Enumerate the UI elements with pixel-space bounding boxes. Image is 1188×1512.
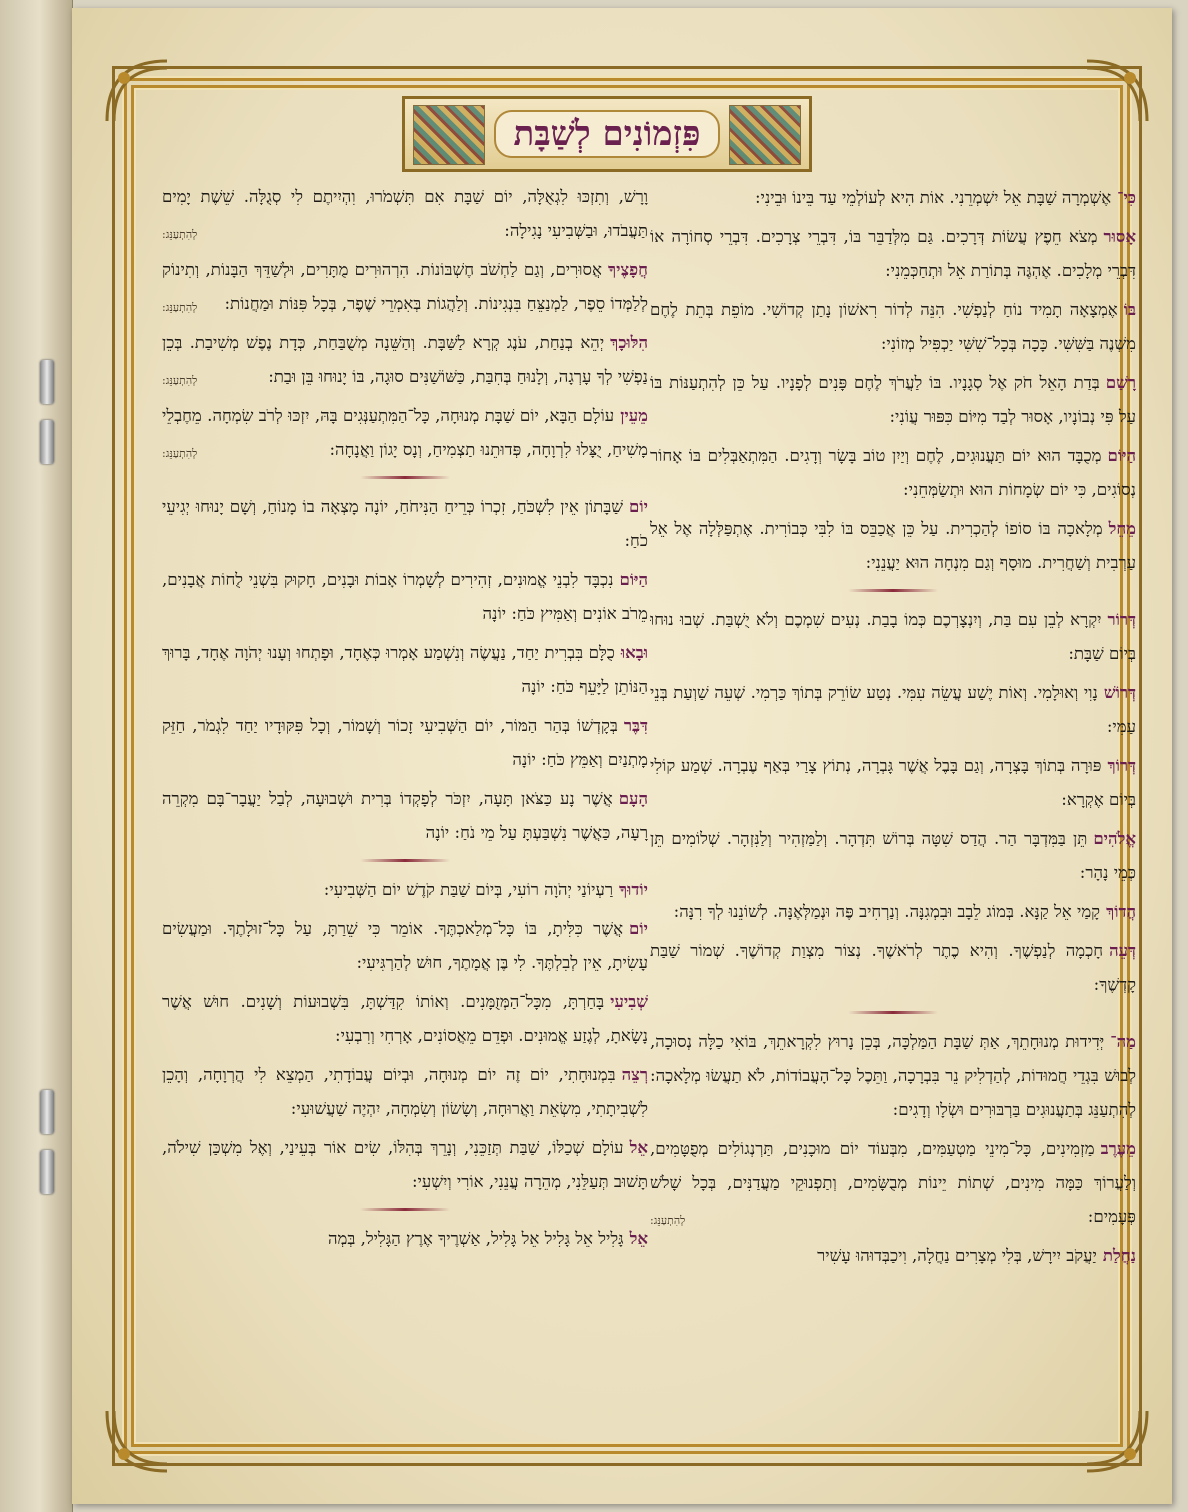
refrain-marker: לְהִתְעַנֵּג:	[162, 301, 198, 314]
stanza-text: יְהֵא בְנַחַת, עֹנֶג קְרָא לַשַּׁבָּת. וְהַשֵּׁנָה מְשֻׁבַּחַת, כְּדָת נֶפֶשׁ מְשִׁיבַת. בְּכֵן נַפְשִׁי לְךָ עָרְגָה, וְלָנוּחַ בְּחִבַּת, כַּשּׁוֹשַׁנִּים סוּגָה, בּוֹ יָנוּחוּ בֵּן וּבַת:	[162, 333, 648, 386]
stanza-lead-word: דְּרוֹר	[1107, 609, 1136, 629]
ornament-panel	[413, 105, 485, 165]
stanza-lead-word: חֲפָצֶיךָ	[607, 259, 648, 279]
stanza	[162, 872, 648, 907]
stanza-lead-word: אֵל	[629, 1137, 648, 1157]
stanza	[162, 180, 648, 248]
stanza	[650, 1238, 1136, 1273]
stanza-text: בִּמְנוּחָתִי, יוֹם זֶה יוֹם מְנוּחָה, וּבְיוֹם עֲבוֹדָתִי, הַמְצֵא לִי הֲרְוָחָה, וְהָכֵן לִשְׁבִיתָתִי, מִשְׂאֵת וַאֲרוּחָה, וְשָׂשׂוֹן וְשִׂמְחָה, יִהְיֶה שַׁעֲשׁוּעִי:	[162, 1065, 648, 1118]
refrain-marker: לְהִתְעַנֵּג:	[650, 1214, 686, 1227]
stanza-lead-word: מֵחֵל	[1108, 518, 1136, 538]
staple	[40, 420, 54, 464]
stanza-text: חָכְמָה לְנַפְשֶׁךָ. וְהִיא כֶתֶר לְרֹאשֶׁךָ. נְצוֹר מִצְוַת קְדוֹשֶׁךָ. שְׁמוֹר שַׁבַּת קָדְשֶׁךָ:	[650, 941, 1136, 994]
stanza	[162, 325, 648, 394]
stanza-lead-word: אָסוּר	[1103, 226, 1136, 246]
stanza-text: עוֹלָם הַבָּא, יוֹם שַׁבָּת מְנוּחָה, כָּל־הַמִּתְעַנְּגִים בָּהּ, יִזְכּוּ לְרֹב שִׂמְחָה. מֵחֶבְלֵי מָשִׁיחַ, יֻצָּלוּ לִרְוָחָה, פְּדוּתֵנוּ תַצְמִיחַ, וְנָס יָגוֹן וַאֲנָחָה:	[162, 406, 648, 459]
staple	[40, 1090, 54, 1134]
stanza-lead-word: דְּרוֹשׁ	[1103, 682, 1136, 702]
stanza	[650, 933, 1136, 1002]
section-divider	[162, 471, 648, 483]
stanza-lead-word: הַיּוֹם	[619, 569, 648, 589]
stanza-lead-word: הֲדוֹךְ	[1106, 901, 1136, 921]
stanza-lead-word: וּבָאוּ	[620, 642, 648, 662]
stanza-text: כֻלָּם בִּבְרִית יַחַד, נַעֲשֶׂה וְנִשְׁמַע אָמְרוּ כְּאֶחָד, וּפָתְחוּ וְעָנוּ יְהֹוָה אֶחָד, בָּרוּךְ הַנּוֹתֵן לַיָּעֵף כֹּחַ: יוֹנָה	[162, 643, 648, 696]
stanza-text: מְכֻבָּד הוּא יוֹם תַּעֲנוּגִים, לֶחֶם וְיַיִן טוֹב בָּשָׂר וְדָגִים. הַמִּתְאַבְּלִים בּוֹ אָחוֹר נְסוֹגִים, כִּי יוֹם שְׂמָחוֹת הוּא וּתְשַׂמְּחֵנִי:	[650, 446, 1136, 499]
stanza-text: אֶשְׁמְרָה שַׁבָּת אֵל יִשְׁמְרֵנִי. אוֹת הִיא לְעוֹלְמֵי עַד בֵּינוֹ וּבֵינִי:	[754, 188, 1112, 207]
refrain-marker: לְהִתְעַנֵּג:	[162, 374, 198, 387]
stanza-lead-word: דְּעֵה	[1109, 940, 1136, 960]
stanza	[162, 1057, 648, 1126]
book-binding	[0, 0, 73, 1512]
corner-ornament-icon	[1082, 56, 1152, 126]
stanza-text: וָרָשׁ, וְתִזְכּוּ לִגְאֻלָּה, יוֹם שַׁבָּת אִם תִּשְׁמֹרוּ, וִהְיִיתֶם לִי סְגֻלָּה. שֵׁשֶׁת יָמִים תַּעֲבֹדוּ, וּבַשְּׁבִיעִי נָגִילָה:	[162, 187, 648, 240]
staple	[40, 360, 54, 404]
stanza	[650, 365, 1136, 434]
stanza	[162, 635, 648, 704]
stanza-text: שַׁבָּתוֹן אֵין לִשְׁכֹּחַ, זִכְרוֹ כְּרֵיחַ הַנִּיחֹחַ, יוֹנָה מָצְאָה בוֹ מָנוֹחַ, וְשָׁם יָנוּחוּ יְגִיעֵי כֹחַ:	[162, 497, 648, 550]
stanza-lead-word: רְצֵה	[621, 1064, 648, 1084]
stanza-lead-word: דְּרוֹךְ	[1107, 755, 1136, 775]
title-plaque	[402, 96, 812, 172]
stanza-text: יְּדִידוּת מְנוּחָתֵךְ, אַתְּ שַׁבָּת הַמַּלְכָּה, בְּכֵן נָרוּץ לִקְרָאתֵךְ, בּוֹאִי כַלָּה נְסוּכָה, לְבוּשׁ בִּגְדֵי חֲמוּדוֹת, לְהַדְלִיק נֵר בִּבְרָכָה, וַתֵּכֶל כָּל־הָעֲבוֹדוֹת, לֹא תַעֲשׂוּ מְלָאכָה: לְהִתְעַנֵּג בְּתַעֲנוּגִים בַּרְבּוּרִים וּשְׂלָו וְדָגִים:	[650, 1032, 1136, 1119]
stanza-text: נִכְבָּד לִבְנֵי אֱמוּנִים, זְהִירִים לְשָׁמְרוֹ אָבוֹת וּבָנִים, חָקוּק בִּשְׁנֵי לֻחוֹת אֲבָנִים, מֵרֹב אוֹנִים וְאַמִּיץ כֹּחַ: יוֹנָה	[162, 570, 648, 623]
stanza-text: נָוִי וְאוּלָמִי. וְאוֹת יֶשַׁע עֲשֵׂה עִמִּי. נְטַע שׂוֹרֵק בְּתוֹךְ כַּרְמִי. שְׁעֵה שַׁוְעַת בְּנֵי עַמִּי:	[650, 683, 1136, 736]
booklet-page	[72, 8, 1172, 1504]
stanza-text: גָּלִיל אֵל גָּלִיל אֵל גָּלִיל, אַשְׁרֶיךָ אֶרֶץ הַגָּלִיל, בְּמְה	[327, 1229, 624, 1248]
stanza	[162, 1221, 648, 1256]
stanza-lead-word: מֵעֵין	[620, 405, 648, 425]
section-divider	[162, 854, 648, 866]
stanza-lead-word: הַיּוֹם	[1107, 445, 1136, 465]
stanza	[650, 1131, 1136, 1234]
stanza	[162, 781, 648, 850]
stanza-text: בְּקָדְשׁוֹ בְּהַר הַמּוֹר, יוֹם הַשְּׁבִיעִי זָכוֹר וְשָׁמוֹר, וְכָל פִּקּוּדָיו יַחַד לִגְמֹר, חַזֵּק מָתְנַיִם וְאַמֵּץ כֹּחַ: יוֹנָה	[162, 716, 648, 769]
stanza	[650, 292, 1136, 361]
stanza-text: אֲסוּרִים, וְגַם לַחְשֹׁב חֶשְׁבּוֹנוֹת. הִרְהוּרִים מֻתָּרִים, וּלְשַׁדֵּךְ הַבָּנוֹת, וְתִינוֹק לְלַמְּדוֹ סֵפֶר, לַמְנַצֵּחַ בִּנְגִינוֹת. וְלַהֲגוֹת בְּאִמְרֵי שֶׁפֶר, בְּכָל פִּנּוֹת וּמַחֲנוֹת:	[162, 260, 648, 313]
stanza-lead-word: כִּי־	[1117, 187, 1136, 207]
left-column	[162, 180, 648, 1450]
stanza	[162, 708, 648, 777]
stanza-text: קָמַי אֵל קַנָּא. בְּמוֹג לֵבָב וּבִמְגִנָּה. וְנַרְחִיב פֶּה וּנְמַלְּאֶנָּה. לְשׁוֹנֵנוּ לְךָ רִנָּה:	[673, 902, 1101, 921]
refrain-marker: לְהִתְעַנֵּג:	[162, 447, 198, 460]
stanza-text: רַעְיוֹנַי יְהֹוָה רוֹעִי, בְּיוֹם שַׁבַּת קֹדֶשׁ יוֹם הַשְּׁבִיעִי:	[323, 880, 614, 899]
right-column	[650, 180, 1136, 1450]
section-divider	[162, 1203, 648, 1215]
section-divider	[650, 1006, 1136, 1018]
stanza	[650, 894, 1136, 929]
stanza	[650, 511, 1136, 580]
corner-ornament-icon	[102, 56, 172, 126]
stanza-text: מְצֹא חֵפֶץ עֲשׂוֹת דְּרָכִים. גַּם מִלְּדַבֵּר בּוֹ, דִּבְרֵי צְרָכִים. דִּבְרֵי סְחוֹרָה אוֹ דִּבְרֵי מְלָכִים. אֶהְגֶּה בְּתוֹרַת אֵל וּתְחַכְּמֵנִי:	[650, 227, 1136, 280]
stanza-text: מַזְמִינִים, כָּל־מִינֵי מַטְעַמִּים, מִבְּעוֹד יוֹם מוּכָנִים, תַּרְנְגוֹלִים מְפֻטָּמִים, וְלַעֲרוֹךְ כַּמָּה מִינִים, שְׁתוֹת יֵינוֹת מְבֻשָּׂמִים, וְתַפְנוּקֵי מַעֲדַנִּים, בְּכָל שָׁלֹשׁ פְּעָמִים:	[650, 1139, 1136, 1226]
stanza-lead-word: הָעָם	[618, 788, 648, 808]
stanza-text: בְּדַת הָאֵל חֹק אֶל סְגָנָיו. בּוֹ לַעֲרֹךְ לֶחֶם פָּנִים לְפָנָיו. עַל כֵּן לְהִתְעַנּוֹת בּוֹ עַל פִּי נְבוֹנָיו, אָסוּר לְבַד מִיּוֹם כִּפּוּר עֲוֹנִי:	[650, 373, 1136, 426]
stanza-lead-word: הִלּוּכָךְ	[610, 332, 648, 352]
stanza	[162, 398, 648, 467]
stanza-text: אֲשֶׁר נָע כַּצֹּאן תָּעָה, יִזְכֹּר לְפָקְדוֹ בְּרִית וּשְׁבוּעָה, לְבַל יַעֲבָר־בָּם מִקְרֵה רָעָה, כַּאֲשֶׁר נִשְׁבַּעְתָּ עַל מֵי נֹחַ: יוֹנָה	[162, 789, 648, 842]
section-divider	[650, 584, 1136, 596]
stanza-lead-word: יוֹם	[629, 918, 648, 938]
stanza-lead-word: יוֹם	[629, 496, 648, 516]
stanza-text: יִקְרָא לְבֵן עִם בַּת, וְיִנְצָרְכֶם כְּמוֹ בָבַת. נְעִים שִׁמְכֶם וְלֹא יֻשְׁבַּת. שְׁבוּ נוּחוּ בְּיוֹם שַׁבָּת:	[650, 610, 1136, 663]
stanza-text: פּוּרָה בְּתוֹךְ בָּצְרָה, וְגַם בָּבֶל אֲשֶׁר גָּבְרָה, נְתוֹץ צָרַי בְּאַף עֶבְרָה. שְׁמַע קוֹלִי בְּיוֹם אֶקְרָא:	[650, 756, 1136, 809]
staple	[40, 1150, 54, 1194]
stanza	[650, 1024, 1136, 1127]
stanza	[162, 911, 648, 980]
stanza-lead-word: אֵל	[629, 1228, 648, 1248]
stanza-lead-word: רָשַׁם	[1105, 372, 1136, 392]
stanza	[650, 748, 1136, 817]
stanza	[650, 219, 1136, 288]
stanza	[162, 984, 648, 1053]
stanza	[162, 562, 648, 631]
stanza-lead-word: דִּבֶּר	[623, 715, 648, 735]
stanza	[162, 1130, 648, 1199]
stanza-text: תֵּן בַּמִּדְבָּר הַר. הֲדַס שִׁטָּה בְּרוֹשׁ תִּדְהָר. וְלַמַּזְהִיר וְלַנִּזְהָר. שְׁלוֹמִים תֵּן כְּמֵי נָהָר:	[650, 829, 1136, 882]
stanza-text: מְלָאכָה בּוֹ סוֹפוֹ לְהַכְרִית. עַל כֵּן אֲכַבֵּס בּוֹ לִבִּי כְּבוֹרִית. אֶתְפַּלְּלָה אֶל אֵל עַרְבִית וְשַׁחֲרִית. מוּסָף וְגַם מִנְחָה הוּא יַעֲנֵנִי:	[650, 519, 1136, 572]
stanza-lead-word: מֵעֶרֶב	[1100, 1138, 1136, 1158]
stanza-text: עוֹלָם שְׁכַלּוֹ, שַׁבַּת תְּזַכֵּנִי, וְנָרֵךְ בְּהִלּוֹ, שִׂים אוֹר בְּעֵינַי, וְאֶל מִשְׁכַּן שִׁילֹה, תָּשׁוּב תְּעַלֵּנִי, מְהֵרָה עֲנֵנִי, אוֹרִי וְיִשְׁעִי:	[162, 1138, 648, 1191]
stanza	[650, 180, 1136, 215]
ornament-panel	[729, 105, 801, 165]
stanza	[162, 489, 648, 558]
stanza-lead-word: בּוֹ	[1123, 299, 1136, 319]
stanza-lead-word: יוֹדוּךָ	[619, 879, 648, 899]
stanza-lead-word: מַה־	[1110, 1031, 1136, 1051]
stanza	[650, 821, 1136, 890]
stanza-text: אֲשֶׁר כִּלִּיתָ, בּוֹ כָּל־מְלַאכְתֶּךָ. אוֹמֵר כִּי שֵׁרַתָּ, עַל כָּל־זוּלָתֶךָ. וּמַעֲשִׂים עָשִׂיתָ, אֵין לְבִלְתֶּךָ. לִי בֶּן אֲמָתֶךָ, חוּשׁ לְהַרְגִּיעִי:	[162, 919, 648, 972]
stanza-text: יַעֲקֹב יִירָשׁ, בְּלִי מְצָרִים נַחֲלָה, וִיכַבְּדוּהוּ עָשִׁיר	[817, 1246, 1097, 1265]
refrain-marker: לְהִתְעַנֵּג:	[162, 228, 198, 241]
stanza	[162, 252, 648, 321]
stanza	[650, 438, 1136, 507]
stanza-text: אֶמְצָאָה תָמִיד נוֹחַ לְנַפְשִׁי. הִנֵּה לְדוֹר רִאשׁוֹן נָתַן קְדוֹשִׁי. מוֹפֵת בְּתֵת לֶחֶם מִשְׁנֶה בַּשִּׁשִּׁי. כָּכָה בְּכָל־שִׁשִּׁי יַכְפִּיל מְזוֹנִי:	[650, 300, 1136, 353]
stanza	[650, 675, 1136, 744]
stanza-text: בָּחַרְתָּ, מִכָּל־הַמְּזֻמָּנִים. וְאוֹתוֹ קִדַּשְׁתָּ, בִּשְׁבוּעוֹת וְשָׁנִים. חוּשׁ אֲשֶׁר נָשָׂאתָ, לְגֶזַע אֱמוּנִים. וּפְדֵם מֵאֲסוֹנִים, אָרְחִי וְרִבְעִי:	[162, 992, 648, 1045]
page-title: פִּזְמוֹנִים לְשַׁבָּת	[494, 110, 721, 158]
stanza-lead-word: שְׁבִיעִי	[610, 991, 648, 1011]
stanza-lead-word: אֱלֹהִים	[1093, 828, 1136, 848]
stanza-lead-word: נַחֲלַת	[1102, 1245, 1136, 1265]
stanza	[650, 602, 1136, 671]
